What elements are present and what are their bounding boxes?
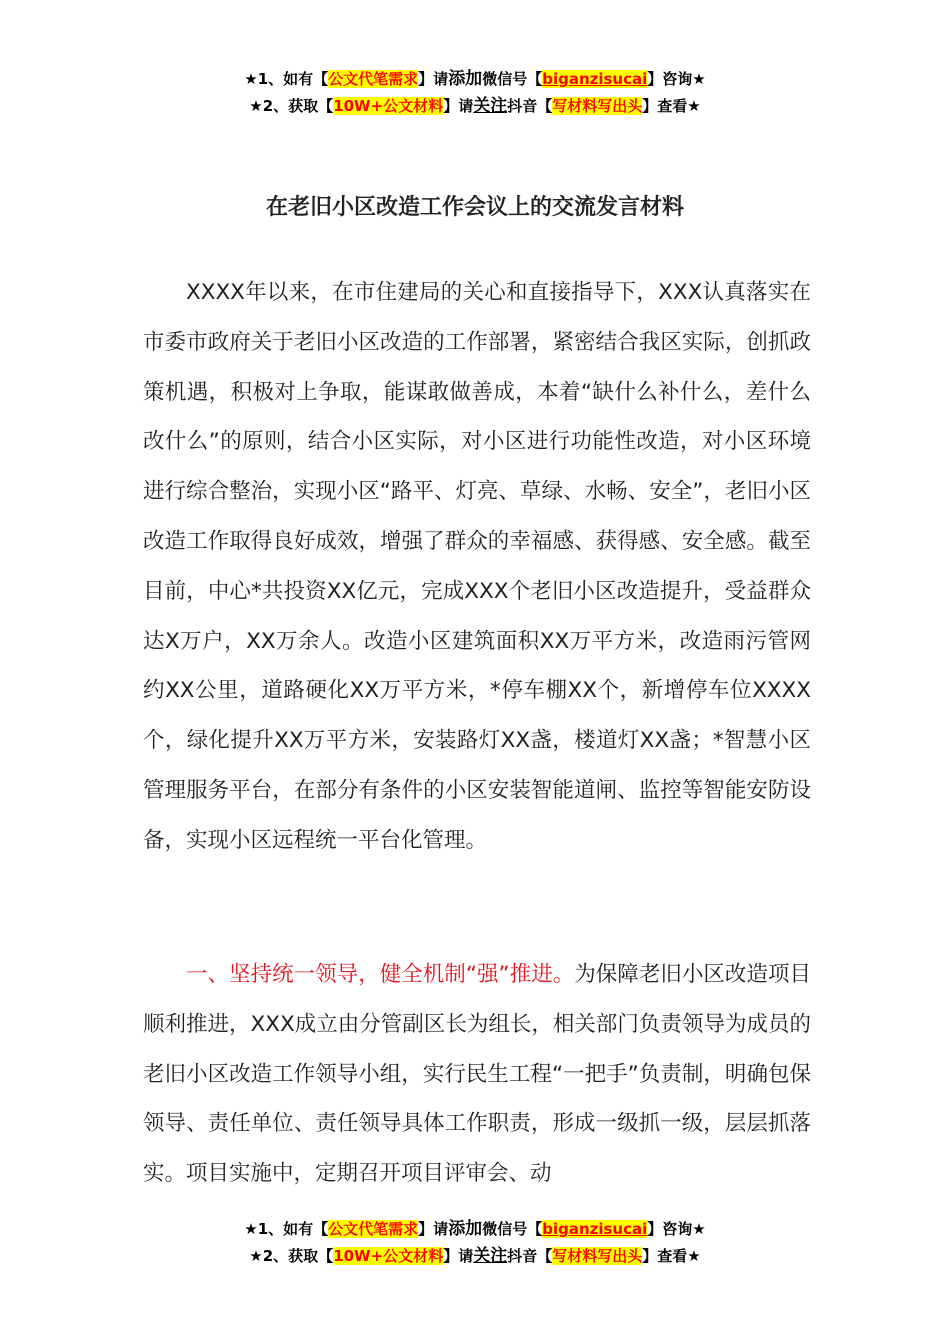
banner-text: 抖音【 bbox=[507, 97, 553, 115]
banner-text: 】咨询★ bbox=[647, 1220, 706, 1238]
banner-text: 】请 bbox=[418, 70, 449, 88]
header-banner bbox=[0, 66, 950, 120]
banner-text: ★1、如有【 bbox=[244, 1220, 329, 1238]
banner-text: ★2、获取【 bbox=[249, 1247, 334, 1265]
body-paragraph-1: XXXX年以来，在市住建局的关心和直接指导下，XXX认真落实在市委市政府关于老旧小区改造的工作部署，紧密结合我区实际，创抓政策机遇，积极对上争取，能谋敢做善成，本着“缺什么补什么，差什么改什么”的原则，结合小区实际，对小区进行功能性改造，对小区环境进行综合整治，实现小区“路平、灯亮、草绿、水畅、安全”，老旧小区改造工作取得良好成效，增强了群众的幸福感、获得感、安全感。截至目前，中心*共投资XX亿元，完成XXX个老旧小区改造提升，受益群众达X万户，XX万余人。改造小区建筑面积XX万平方米，改造雨污管网约XX公里，道路硬化XX万平方米，*停车棚XX个，新增停车位XXXX个，绿化提升XX万平方米，安装路灯XX盏，楼道灯XX盏；*智慧小区管理服务平台，在部分有条件的小区安装智能道闸、监控等智能安防设备，实现小区远程统一平台化管理。 bbox=[143, 280, 811, 853]
banner-text: 微信号【 bbox=[482, 70, 543, 88]
banner-emphasis: 关注 bbox=[473, 96, 508, 116]
banner-emphasis: 添加 bbox=[448, 1219, 483, 1239]
banner-line-1 bbox=[0, 1216, 950, 1243]
banner-text: 】查看★ bbox=[642, 97, 701, 115]
banner-text: ★2、获取【 bbox=[249, 97, 334, 115]
banner-text: 】查看★ bbox=[642, 1247, 701, 1265]
banner-highlight: 10W+公文材料 bbox=[333, 1247, 444, 1265]
banner-text: 抖音【 bbox=[507, 1247, 553, 1265]
banner-line-2 bbox=[0, 93, 950, 120]
banner-emphasis: 添加 bbox=[448, 69, 483, 89]
banner-text: ★1、如有【 bbox=[244, 70, 329, 88]
banner-highlight: 10W+公文材料 bbox=[333, 97, 444, 115]
banner-highlight: 公文代笔需求 bbox=[328, 1220, 419, 1238]
document-title: 在老旧小区改造工作会议上的交流发言材料 bbox=[265, 195, 684, 220]
banner-line-2 bbox=[0, 1243, 950, 1270]
banner-wechat-id: biganzisucai bbox=[542, 70, 648, 88]
banner-douyin-id: 写材料写出头 bbox=[552, 1247, 643, 1265]
banner-line-1 bbox=[0, 66, 950, 93]
banner-text: 】请 bbox=[418, 1220, 449, 1238]
banner-wechat-id: biganzisucai bbox=[542, 1220, 648, 1238]
banner-highlight: 公文代笔需求 bbox=[328, 70, 419, 88]
banner-text: 微信号【 bbox=[482, 1220, 543, 1238]
banner-text: 】请 bbox=[443, 1247, 474, 1265]
banner-text: 】请 bbox=[443, 97, 474, 115]
footer-banner bbox=[0, 1216, 950, 1270]
banner-douyin-id: 写材料写出头 bbox=[552, 97, 643, 115]
section-heading: 一、坚持统一领导，健全机制“强”推进。 bbox=[186, 962, 575, 987]
body-paragraph-2 bbox=[143, 950, 811, 1199]
banner-emphasis: 关注 bbox=[473, 1246, 508, 1266]
section-body: 为保障老旧小区改造项目顺利推进，XXX成立由分管副区长为组长，相关部门负责领导为成员的老旧小区改造工作领导小组，实行民生工程“一把手”负责制，明确包保领导、责任单位、责任领导具体工作职责，形成一级抓一级，层层抓落实。项目实施中，定期召开项目评审会、动 bbox=[143, 962, 811, 1187]
banner-text: 】咨询★ bbox=[647, 70, 706, 88]
